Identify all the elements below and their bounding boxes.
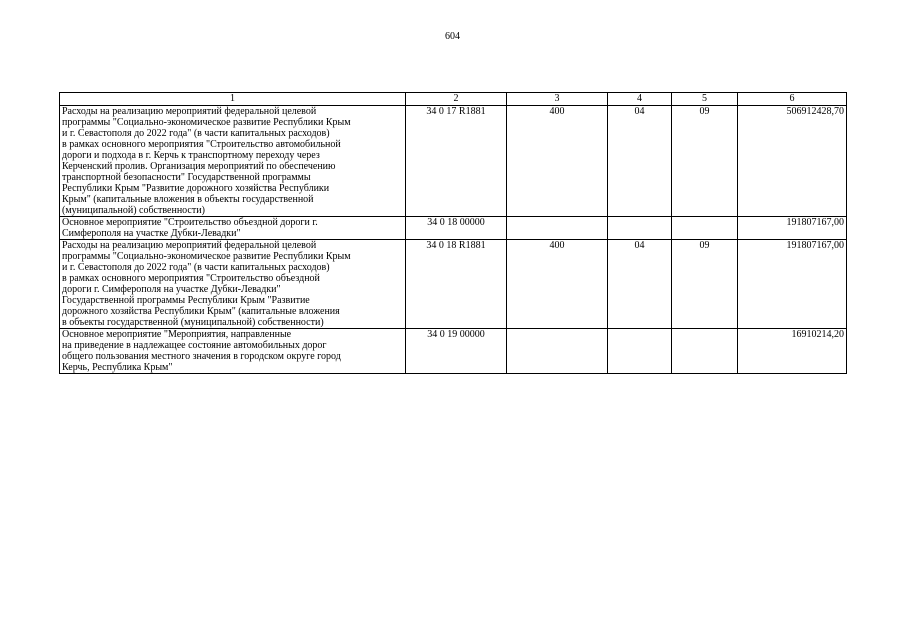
row-description: Основное мероприятие "Строительство объездной дороги г. Симферополя на участке Дубки-Левадки"	[60, 217, 406, 240]
row-col5	[672, 217, 738, 240]
header-col-1: 1	[60, 93, 406, 106]
header-col-6: 6	[738, 93, 847, 106]
row-code: 34 0 18 00000	[406, 217, 507, 240]
row-col3	[507, 329, 608, 374]
row-col4: 04	[608, 240, 672, 329]
table-row	[60, 106, 847, 217]
row-amount: 191807167,00	[738, 240, 847, 329]
row-col4	[608, 217, 672, 240]
header-col-5: 5	[672, 93, 738, 106]
row-amount: 16910214,20	[738, 329, 847, 374]
header-col-2: 2	[406, 93, 507, 106]
row-code: 34 0 19 00000	[406, 329, 507, 374]
header-col-4: 4	[608, 93, 672, 106]
row-description: Основное мероприятие "Мероприятия, направленные на приведение в надлежащее состояние автомобильных дорог общего пользования местного значения в городском округе город Керчь, Республика Крым"	[60, 329, 406, 374]
row-code: 34 0 17 R1881	[406, 106, 507, 217]
row-col3: 400	[507, 106, 608, 217]
row-code: 34 0 18 R1881	[406, 240, 507, 329]
row-col5: 09	[672, 106, 738, 217]
table-row	[60, 240, 847, 329]
row-description: Расходы на реализацию мероприятий федеральной целевой программы "Социально-экономическое развитие Республики Крым и г. Севастополя до 2022 года" (в части капитальных расходов) в рамках основного мероприятия "Строительство объездной дороги г. Симферополя на участке Дубки-Левадки" Государственной программы Республики Крым "Развитие дорожного хозяйства Республики Крым" (капитальные вложения в объекты государственной (муниципальной) собственности)	[60, 240, 406, 329]
page-number: 604	[445, 31, 460, 42]
header-col-3: 3	[507, 93, 608, 106]
budget-table	[59, 92, 847, 374]
row-amount: 191807167,00	[738, 217, 847, 240]
table-row	[60, 217, 847, 240]
row-col3	[507, 217, 608, 240]
row-col4	[608, 329, 672, 374]
row-description: Расходы на реализацию мероприятий федеральной целевой программы "Социально-экономическое развитие Республики Крым и г. Севастополя до 2022 года" (в части капитальных расходов) в рамках основного мероприятия "Строительство автомобильной дороги и подхода в г. Керчь к транспортному переходу через Керченский пролив. Организация мероприятий по обеспечению транспортной безопасности" Государственной программы Республики Крым "Развитие дорожного хозяйства Республики Крым" (капитальные вложения в объекты государственной (муниципальной) собственности)	[60, 106, 406, 217]
row-amount: 506912428,70	[738, 106, 847, 217]
row-col5: 09	[672, 240, 738, 329]
table-header-row	[60, 93, 847, 106]
row-col3: 400	[507, 240, 608, 329]
row-col4: 04	[608, 106, 672, 217]
row-col5	[672, 329, 738, 374]
table-row	[60, 329, 847, 374]
